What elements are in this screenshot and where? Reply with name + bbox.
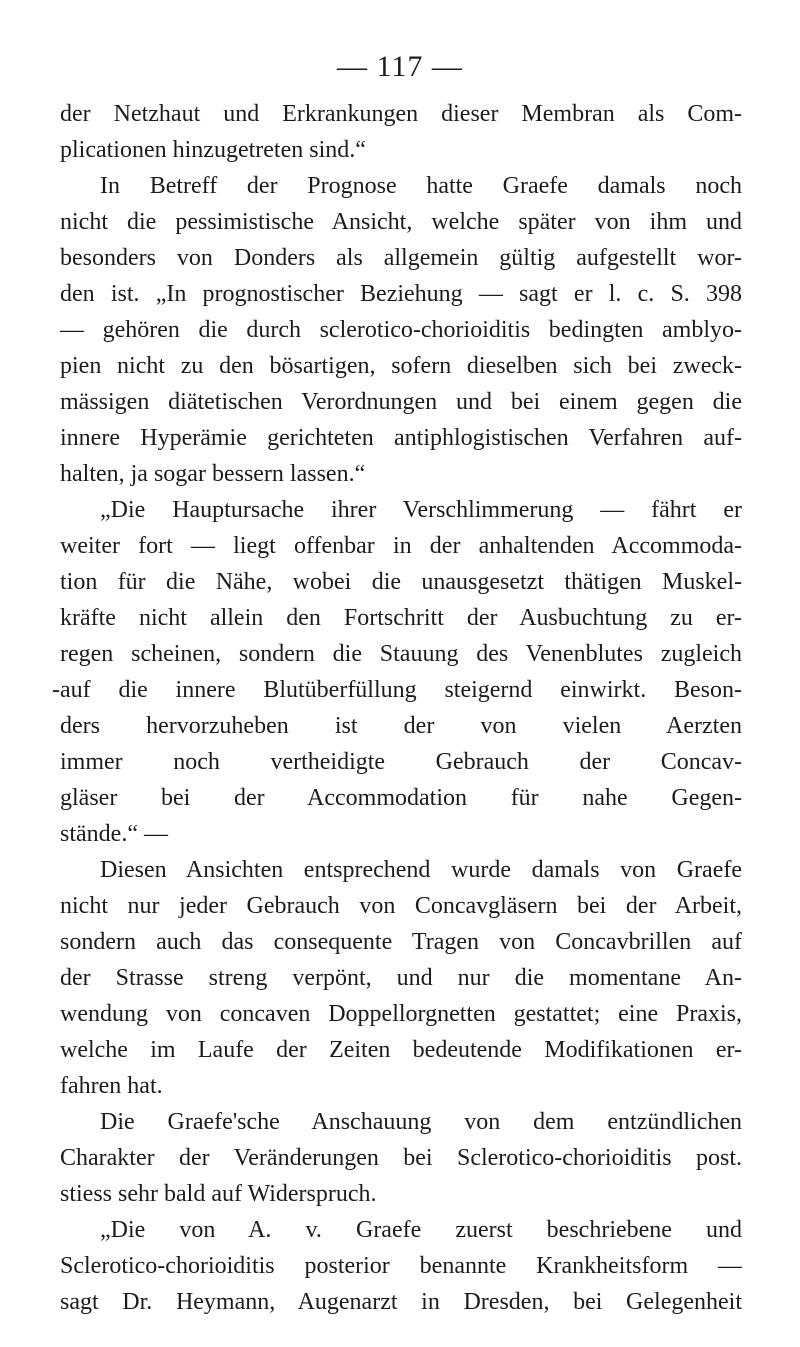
text-line: „Die von A. v. Graefe zuerst beschriebene und [100,1217,742,1243]
text-line: ders hervorzuheben ist der von vielen Aerzten [60,713,742,739]
text-line: regen scheinen, sondern die Stauung des Venenblutes zugleich [60,641,742,667]
text-line: innere Hyperämie gerichteten antiphlogistischen Verfahren auf- [60,425,742,451]
page-number: — 117 — [337,50,463,83]
text-line: Sclerotico-chorioiditis posterior benannte Krankheitsform — [60,1253,742,1279]
text-line: gläser bei der Accommodation für nahe Gegen- [60,785,742,811]
text-line: stiess sehr bald auf Widerspruch. [60,1181,377,1207]
text-line: der Netzhaut und Erkrankungen dieser Membran als Com- [60,101,742,127]
text-line: immer noch vertheidigte Gebrauch der Concav- [60,749,742,775]
text-line: plicationen hinzugetreten sind.“ [60,137,366,163]
text-line: pien nicht zu den bösartigen, sofern dieselben sich bei zweck- [60,353,742,379]
text-line: stände.“ — [60,821,168,847]
text-line: besonders von Donders als allgemein gültig aufgestellt wor- [60,245,742,271]
body-text [52,96,742,1320]
text-line: -auf die innere Blutüberfüllung steigernd einwirkt. Beson- [52,677,742,703]
text-line: sondern auch das consequente Tragen von Concavbrillen auf [60,929,742,955]
text-line: tion für die Nähe, wobei die unausgesetzt thätigen Muskel- [60,569,742,595]
text-line: wendung von concaven Doppellorgnetten gestattet; eine Praxis, [60,1001,742,1027]
text-line: den ist. „In prognostischer Beziehung — sagt er l. c. S. 398 [60,281,742,307]
text-line: fahren hat. [60,1073,163,1099]
text-line: In Betreff der Prognose hatte Graefe damals noch [100,173,742,199]
text-line: Charakter der Veränderungen bei Sclerotico-chorioiditis post. [60,1145,742,1171]
text-line: halten, ja sogar bessern lassen.“ [60,461,366,487]
text-line: welche im Laufe der Zeiten bedeutende Modifikationen er- [60,1037,742,1063]
text-line: sagt Dr. Heymann, Augenarzt in Dresden, bei Gelegenheit [60,1289,742,1315]
text-line: nicht die pessimistische Ansicht, welche später von ihm und [60,209,742,235]
text-line: weiter fort — liegt offenbar in der anhaltenden Accommoda- [60,533,742,559]
text-line: Die Graefe'sche Anschauung von dem entzündlichen [100,1109,742,1135]
text-line: kräfte nicht allein den Fortschritt der Ausbuchtung zu er- [60,605,742,631]
text-line: — gehören die durch sclerotico-chorioiditis bedingten amblyo- [60,317,742,343]
text-line: nicht nur jeder Gebrauch von Concavgläsern bei der Arbeit, [60,893,742,919]
text-line: Diesen Ansichten entsprechend wurde damals von Graefe [100,857,742,883]
text-line: der Strasse streng verpönt, und nur die momentane An- [60,965,742,991]
text-line: mässigen diätetischen Verordnungen und bei einem gegen die [60,389,742,415]
text-line: „Die Hauptursache ihrer Verschlimmerung — fährt er [100,497,742,523]
